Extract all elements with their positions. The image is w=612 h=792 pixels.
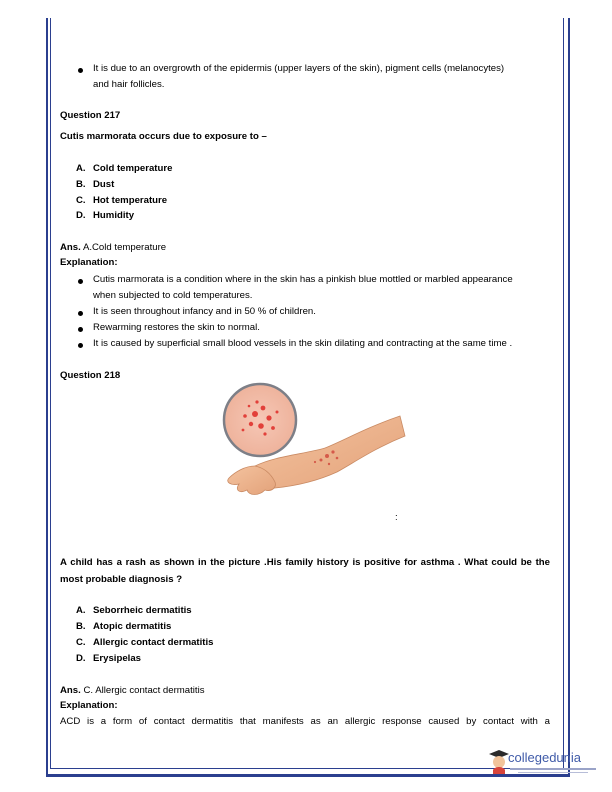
bullet-dot — [78, 343, 83, 348]
q217-option-b: B. Dust — [76, 179, 115, 190]
rash-arm-illustration — [215, 378, 415, 508]
question-218-heading: Question 218 — [60, 370, 121, 381]
bullet-text-cont: and hair follicles. — [93, 79, 165, 90]
question-218-text-line2: most probable diagnosis ? — [60, 574, 183, 585]
question-217-text: Cutis marmorata occurs due to exposure to – — [60, 131, 267, 142]
logo-tagline-bar — [518, 772, 588, 773]
logo-tagline-bar — [510, 768, 596, 770]
bullet-dot — [78, 279, 83, 284]
q218-option-c: C. Allergic contact dermatitis — [76, 637, 214, 648]
q218-explanation-text: ACD is a form of contact dermatitis that manifests as an allergic response caused by contact with a — [60, 716, 550, 727]
q217-option-d: D. Humidity — [76, 210, 135, 221]
bullet-dot — [78, 327, 83, 332]
question-218-text-line1: A child has a rash as shown in the picture .His family history is positive for asthma . What could be the — [60, 557, 550, 568]
q218-answer: Ans. C. Allergic contact dermatitis — [60, 685, 205, 696]
q217-option-a: A. Cold temperature — [76, 163, 173, 174]
image-colon: : — [395, 512, 398, 523]
bullet-text: It is due to an overgrowth of the epidermis (upper layers of the skin), pigment cells (melanocytes) — [93, 63, 505, 74]
q218-option-d: D. Erysipelas — [76, 653, 142, 664]
logo-wordmark: collegedunia — [508, 750, 582, 765]
q217-bullet-2: It is seen throughout infancy and in 50 % of children. — [93, 306, 316, 317]
question-217-heading: Question 217 — [60, 110, 121, 121]
q217-bullet-1-cont: when subjected to cold temperatures. — [93, 290, 253, 301]
q217-bullet-3: Rewarming restores the skin to normal. — [93, 322, 260, 333]
graduate-mascot-icon — [488, 748, 510, 774]
q218-option-b: B. Atopic dermatitis — [76, 621, 172, 632]
q217-bullet-4: It is caused by superficial small blood vessels in the skin dilating and contracting at the same time . — [93, 338, 513, 349]
q218-explanation-label: Explanation: — [60, 700, 118, 711]
q217-option-c: C. Hot temperature — [76, 195, 168, 206]
q217-bullet-1: Cutis marmorata is a condition where in the skin has a pinkish blue mottled or marbled appearance — [93, 274, 513, 285]
q218-option-a: A. Seborrheic dermatitis — [76, 605, 192, 616]
bullet-dot — [78, 68, 83, 73]
q217-explanation-label: Explanation: — [60, 257, 118, 268]
bullet-dot — [78, 311, 83, 316]
q217-answer: Ans. A.Cold temperature — [60, 242, 167, 253]
collegedunia-logo — [488, 746, 606, 780]
